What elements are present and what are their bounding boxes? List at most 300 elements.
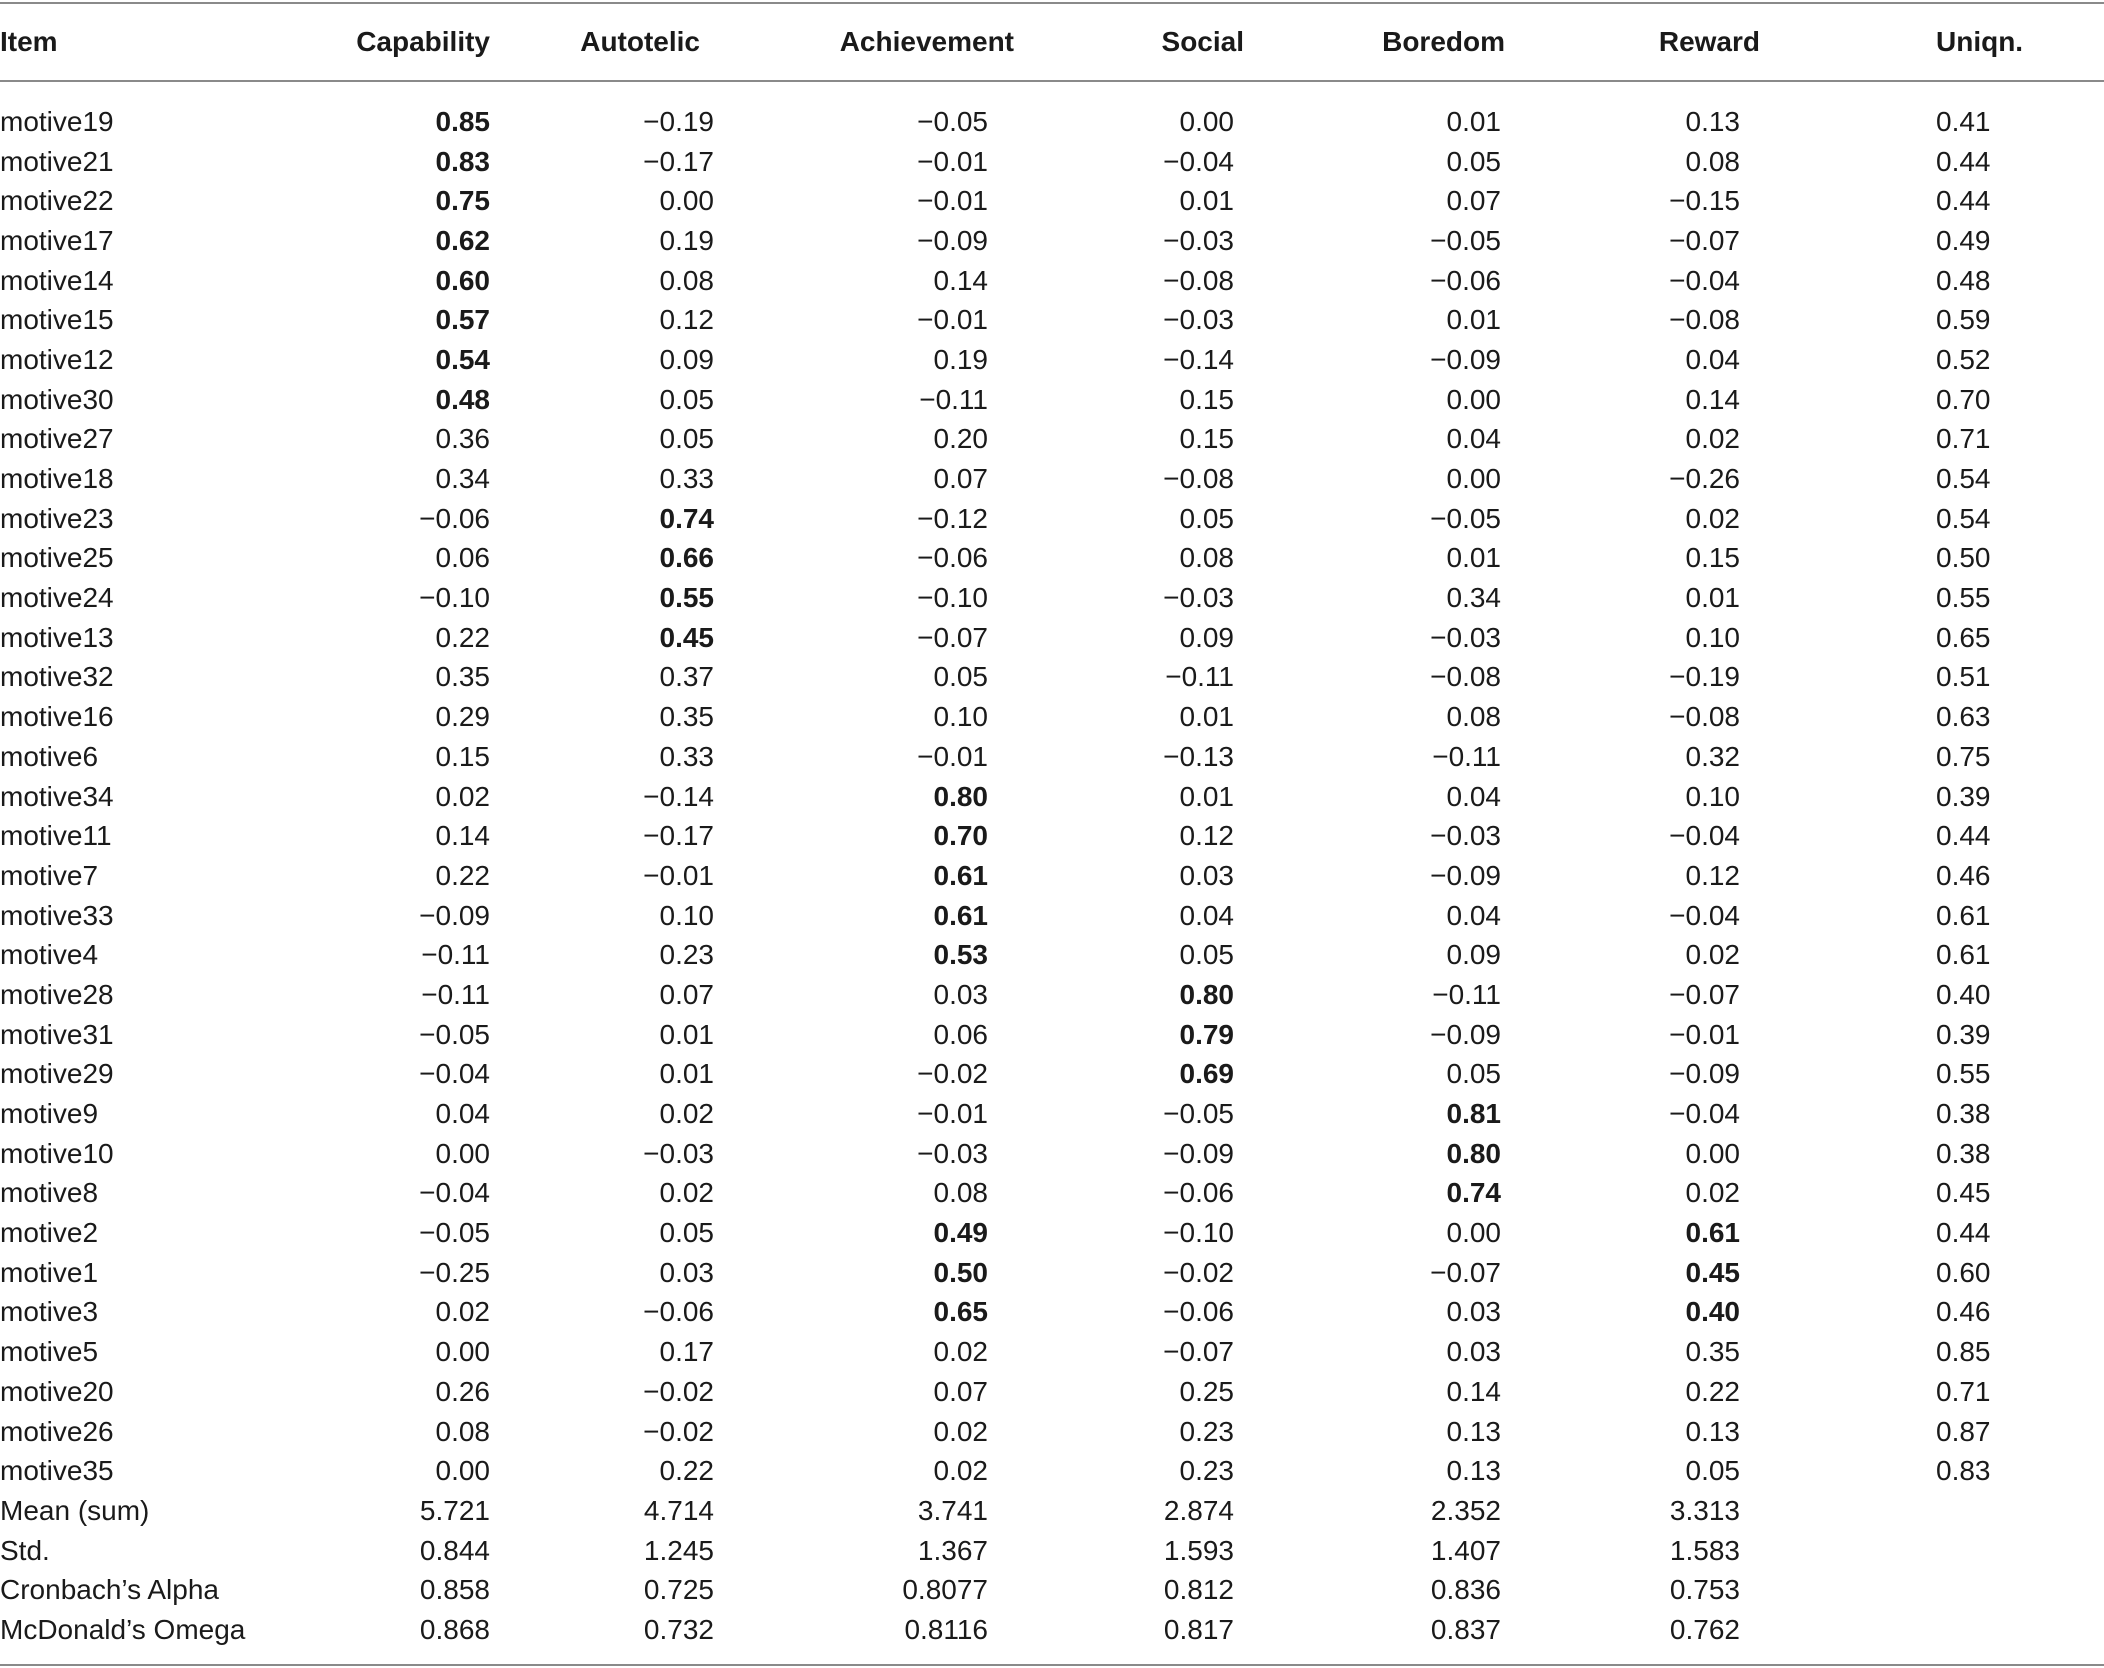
header-capability: Capability bbox=[356, 26, 490, 57]
achievement-cell: −0.09 bbox=[917, 224, 988, 256]
capability-cell: 0.26 bbox=[435, 1375, 490, 1407]
reward-cell: 0.12 bbox=[1685, 859, 1740, 891]
social-cell: 0.79 bbox=[1179, 1018, 1234, 1050]
table-row bbox=[0, 539, 2104, 579]
social-cell: 0.01 bbox=[1179, 185, 1234, 217]
item-cell: motive15 bbox=[0, 304, 114, 336]
capability-cell: 5.721 bbox=[419, 1494, 490, 1526]
social-cell: −0.05 bbox=[1163, 1098, 1234, 1130]
capability-cell: −0.06 bbox=[419, 502, 490, 534]
achievement-cell: −0.01 bbox=[917, 1098, 988, 1130]
item-cell: motive21 bbox=[0, 145, 114, 177]
boredom-cell: −0.03 bbox=[1430, 820, 1501, 852]
bottom-rule bbox=[0, 1664, 2104, 1666]
autotelic-cell: 0.10 bbox=[659, 899, 714, 931]
factor-loadings-table bbox=[0, 4, 2104, 1650]
reward-cell: 0.45 bbox=[1685, 1256, 1740, 1288]
table-row bbox=[0, 1253, 2104, 1293]
uniqueness-cell: 0.49 bbox=[1936, 224, 1991, 256]
item-cell: motive31 bbox=[0, 1018, 114, 1050]
capability-cell: 0.83 bbox=[435, 145, 490, 177]
achievement-cell: 0.02 bbox=[933, 1455, 988, 1487]
social-cell: −0.10 bbox=[1163, 1217, 1234, 1249]
item-cell: motive28 bbox=[0, 978, 114, 1010]
social-cell: 0.12 bbox=[1179, 820, 1234, 852]
reward-cell: −0.19 bbox=[1669, 661, 1740, 693]
reward-cell: −0.15 bbox=[1669, 185, 1740, 217]
autotelic-cell: 0.01 bbox=[659, 1018, 714, 1050]
uniqueness-cell: 0.87 bbox=[1936, 1415, 1991, 1447]
capability-cell: 0.54 bbox=[435, 343, 490, 375]
boredom-cell: 0.80 bbox=[1446, 1137, 1501, 1169]
uniqueness-cell bbox=[1800, 1491, 2104, 1531]
item-cell: motive34 bbox=[0, 780, 114, 812]
item-cell: motive6 bbox=[0, 740, 99, 772]
reward-cell: 0.753 bbox=[1669, 1574, 1740, 1606]
reward-cell: −0.09 bbox=[1669, 1058, 1740, 1090]
uniqueness-cell bbox=[1800, 1570, 2104, 1610]
achievement-cell: 0.03 bbox=[933, 978, 988, 1010]
capability-cell: 0.00 bbox=[435, 1455, 490, 1487]
capability-cell: 0.62 bbox=[435, 224, 490, 256]
boredom-cell: 0.00 bbox=[1446, 463, 1501, 495]
autotelic-cell: −0.01 bbox=[643, 859, 714, 891]
boredom-cell: 0.837 bbox=[1430, 1613, 1501, 1645]
capability-cell: 0.858 bbox=[419, 1574, 490, 1606]
autotelic-cell: 0.05 bbox=[659, 1217, 714, 1249]
reward-cell: 0.04 bbox=[1685, 343, 1740, 375]
social-cell: −0.09 bbox=[1163, 1137, 1234, 1169]
boredom-cell: 0.13 bbox=[1446, 1415, 1501, 1447]
social-cell: −0.03 bbox=[1163, 224, 1234, 256]
capability-cell: 0.844 bbox=[419, 1534, 490, 1566]
capability-cell: −0.05 bbox=[419, 1217, 490, 1249]
social-cell: 1.593 bbox=[1163, 1534, 1234, 1566]
achievement-cell: 0.06 bbox=[933, 1018, 988, 1050]
uniqueness-cell: 0.41 bbox=[1936, 105, 1991, 137]
social-cell: −0.02 bbox=[1163, 1256, 1234, 1288]
social-cell: 0.23 bbox=[1179, 1415, 1234, 1447]
reward-cell: −0.04 bbox=[1669, 820, 1740, 852]
uniqueness-cell: 0.75 bbox=[1936, 740, 1991, 772]
boredom-cell: 0.01 bbox=[1446, 542, 1501, 574]
boredom-cell: 0.04 bbox=[1446, 899, 1501, 931]
achievement-cell: −0.01 bbox=[917, 185, 988, 217]
boredom-cell: 0.04 bbox=[1446, 780, 1501, 812]
social-cell: 0.05 bbox=[1179, 502, 1234, 534]
header-boredom: Boredom bbox=[1382, 26, 1505, 57]
capability-cell: 0.85 bbox=[435, 105, 490, 137]
autotelic-cell: 0.33 bbox=[659, 740, 714, 772]
reward-cell: −0.04 bbox=[1669, 1098, 1740, 1130]
header-row bbox=[0, 4, 2104, 80]
social-cell: 0.23 bbox=[1179, 1455, 1234, 1487]
reward-cell: 0.05 bbox=[1685, 1455, 1740, 1487]
item-cell: Mean (sum) bbox=[0, 1494, 150, 1526]
social-cell: 0.08 bbox=[1179, 542, 1234, 574]
achievement-cell: −0.03 bbox=[917, 1137, 988, 1169]
table-row bbox=[0, 1174, 2104, 1214]
social-cell: −0.13 bbox=[1163, 740, 1234, 772]
table-row bbox=[0, 1531, 2104, 1571]
item-cell: motive4 bbox=[0, 939, 99, 971]
table-row bbox=[0, 1372, 2104, 1412]
reward-cell: 0.01 bbox=[1685, 582, 1740, 614]
header-reward: Reward bbox=[1658, 26, 1760, 57]
autotelic-cell: −0.02 bbox=[643, 1375, 714, 1407]
boredom-cell: −0.09 bbox=[1430, 1018, 1501, 1050]
table-row bbox=[0, 459, 2104, 499]
boredom-cell: 2.352 bbox=[1430, 1494, 1501, 1526]
item-cell: motive22 bbox=[0, 185, 114, 217]
capability-cell: 0.35 bbox=[435, 661, 490, 693]
item-cell: McDonald’s Omega bbox=[0, 1613, 246, 1645]
boredom-cell: 0.01 bbox=[1446, 304, 1501, 336]
social-cell: 0.09 bbox=[1179, 621, 1234, 653]
autotelic-cell: 0.00 bbox=[659, 185, 714, 217]
boredom-cell: −0.08 bbox=[1430, 661, 1501, 693]
item-cell: motive7 bbox=[0, 859, 99, 891]
capability-cell: 0.04 bbox=[435, 1098, 490, 1130]
table-row bbox=[0, 856, 2104, 896]
boredom-cell: 0.74 bbox=[1446, 1177, 1501, 1209]
reward-cell: 1.583 bbox=[1669, 1534, 1740, 1566]
reward-cell: 0.13 bbox=[1685, 105, 1740, 137]
social-cell: −0.08 bbox=[1163, 463, 1234, 495]
uniqueness-cell: 0.54 bbox=[1936, 502, 1991, 534]
autotelic-cell: 0.03 bbox=[659, 1256, 714, 1288]
reward-cell: 0.02 bbox=[1685, 502, 1740, 534]
reward-cell: 0.10 bbox=[1685, 780, 1740, 812]
capability-cell: −0.10 bbox=[419, 582, 490, 614]
item-cell: motive17 bbox=[0, 224, 114, 256]
autotelic-cell: 0.66 bbox=[659, 542, 714, 574]
autotelic-cell: 0.09 bbox=[659, 343, 714, 375]
reward-cell: −0.01 bbox=[1669, 1018, 1740, 1050]
autotelic-cell: −0.19 bbox=[643, 105, 714, 137]
capability-cell: 0.00 bbox=[435, 1336, 490, 1368]
autotelic-cell: 0.02 bbox=[659, 1177, 714, 1209]
uniqueness-cell: 0.38 bbox=[1936, 1098, 1991, 1130]
reward-cell: −0.07 bbox=[1669, 224, 1740, 256]
table-row bbox=[0, 261, 2104, 301]
autotelic-cell: 0.17 bbox=[659, 1336, 714, 1368]
autotelic-cell: −0.14 bbox=[643, 780, 714, 812]
achievement-cell: 0.19 bbox=[933, 343, 988, 375]
item-cell: Std. bbox=[0, 1534, 50, 1566]
social-cell: 0.03 bbox=[1179, 859, 1234, 891]
reward-cell: 0.08 bbox=[1685, 145, 1740, 177]
social-cell: 0.812 bbox=[1163, 1574, 1234, 1606]
achievement-cell: 0.02 bbox=[933, 1415, 988, 1447]
capability-cell: 0.15 bbox=[435, 740, 490, 772]
item-cell: motive25 bbox=[0, 542, 114, 574]
capability-cell: 0.02 bbox=[435, 1296, 490, 1328]
reward-cell: −0.26 bbox=[1669, 463, 1740, 495]
achievement-cell: 1.367 bbox=[917, 1534, 988, 1566]
table-row bbox=[0, 142, 2104, 182]
boredom-cell: −0.03 bbox=[1430, 621, 1501, 653]
table-row bbox=[0, 1094, 2104, 1134]
table-row bbox=[0, 1293, 2104, 1333]
reward-cell: −0.07 bbox=[1669, 978, 1740, 1010]
uniqueness-cell: 0.61 bbox=[1936, 939, 1991, 971]
uniqueness-cell: 0.83 bbox=[1936, 1455, 1991, 1487]
boredom-cell: 0.34 bbox=[1446, 582, 1501, 614]
reward-cell: 0.35 bbox=[1685, 1336, 1740, 1368]
autotelic-cell: 0.22 bbox=[659, 1455, 714, 1487]
boredom-cell: −0.07 bbox=[1430, 1256, 1501, 1288]
reward-cell: 0.02 bbox=[1685, 423, 1740, 455]
autotelic-cell: 0.33 bbox=[659, 463, 714, 495]
table-row bbox=[0, 658, 2104, 698]
achievement-cell: 0.14 bbox=[933, 264, 988, 296]
table-row bbox=[0, 1412, 2104, 1452]
item-cell: motive30 bbox=[0, 383, 114, 415]
item-cell: motive11 bbox=[0, 820, 112, 852]
social-cell: −0.03 bbox=[1163, 304, 1234, 336]
achievement-cell: 0.50 bbox=[933, 1256, 988, 1288]
achievement-cell: −0.01 bbox=[917, 145, 988, 177]
autotelic-cell: 0.02 bbox=[659, 1098, 714, 1130]
table-row bbox=[0, 697, 2104, 737]
achievement-cell: −0.01 bbox=[917, 304, 988, 336]
achievement-cell: 0.02 bbox=[933, 1336, 988, 1368]
uniqueness-cell: 0.39 bbox=[1936, 780, 1991, 812]
uniqueness-cell: 0.45 bbox=[1936, 1177, 1991, 1209]
boredom-cell: 0.00 bbox=[1446, 1217, 1501, 1249]
reward-cell: 0.00 bbox=[1685, 1137, 1740, 1169]
autotelic-cell: 0.01 bbox=[659, 1058, 714, 1090]
header-item: Item bbox=[0, 26, 58, 57]
reward-cell: 0.02 bbox=[1685, 939, 1740, 971]
table-row bbox=[0, 300, 2104, 340]
item-cell: motive29 bbox=[0, 1058, 114, 1090]
table-row bbox=[0, 420, 2104, 460]
achievement-cell: 0.61 bbox=[933, 859, 988, 891]
table-row bbox=[0, 80, 2104, 142]
autotelic-cell: 0.732 bbox=[643, 1613, 714, 1645]
social-cell: 0.01 bbox=[1179, 780, 1234, 812]
autotelic-cell: −0.02 bbox=[643, 1415, 714, 1447]
uniqueness-cell: 0.44 bbox=[1936, 820, 1991, 852]
social-cell: −0.14 bbox=[1163, 343, 1234, 375]
autotelic-cell: 0.05 bbox=[659, 423, 714, 455]
uniqueness-cell: 0.46 bbox=[1936, 859, 1991, 891]
capability-cell: 0.34 bbox=[435, 463, 490, 495]
capability-cell: −0.04 bbox=[419, 1177, 490, 1209]
boredom-cell: 1.407 bbox=[1430, 1534, 1501, 1566]
boredom-cell: 0.836 bbox=[1430, 1574, 1501, 1606]
table-row bbox=[0, 499, 2104, 539]
reward-cell: 0.13 bbox=[1685, 1415, 1740, 1447]
boredom-cell: −0.11 bbox=[1432, 740, 1501, 772]
achievement-cell: 0.07 bbox=[933, 1375, 988, 1407]
achievement-cell: 0.8116 bbox=[904, 1613, 988, 1645]
uniqueness-cell: 0.38 bbox=[1936, 1137, 1991, 1169]
boredom-cell: −0.05 bbox=[1430, 502, 1501, 534]
item-cell: motive27 bbox=[0, 423, 114, 455]
item-cell: motive12 bbox=[0, 343, 114, 375]
item-cell: motive5 bbox=[0, 1336, 99, 1368]
table-row bbox=[0, 1213, 2104, 1253]
autotelic-cell: −0.06 bbox=[643, 1296, 714, 1328]
boredom-cell: 0.07 bbox=[1446, 185, 1501, 217]
reward-cell: 0.22 bbox=[1685, 1375, 1740, 1407]
table-row bbox=[0, 380, 2104, 420]
uniqueness-cell: 0.44 bbox=[1936, 1217, 1991, 1249]
item-cell: motive19 bbox=[0, 105, 114, 137]
achievement-cell: 0.10 bbox=[933, 701, 988, 733]
item-cell: motive16 bbox=[0, 701, 114, 733]
boredom-cell: 0.05 bbox=[1446, 1058, 1501, 1090]
social-cell: −0.06 bbox=[1163, 1296, 1234, 1328]
header-autotelic: Autotelic bbox=[580, 26, 700, 57]
uniqueness-cell: 0.65 bbox=[1936, 621, 1991, 653]
table-row bbox=[0, 1332, 2104, 1372]
boredom-cell: 0.05 bbox=[1446, 145, 1501, 177]
capability-cell: 0.02 bbox=[435, 780, 490, 812]
table-row bbox=[0, 221, 2104, 261]
uniqueness-cell: 0.63 bbox=[1936, 701, 1991, 733]
achievement-cell: −0.02 bbox=[917, 1058, 988, 1090]
table-row bbox=[0, 340, 2104, 380]
boredom-cell: 0.09 bbox=[1446, 939, 1501, 971]
item-cell: motive3 bbox=[0, 1296, 99, 1328]
achievement-cell: −0.01 bbox=[917, 740, 988, 772]
capability-cell: −0.05 bbox=[419, 1018, 490, 1050]
social-cell: 0.15 bbox=[1179, 423, 1234, 455]
achievement-cell: −0.12 bbox=[917, 502, 988, 534]
item-cell: motive1 bbox=[0, 1256, 99, 1288]
table-row bbox=[0, 181, 2104, 221]
social-cell: −0.03 bbox=[1163, 582, 1234, 614]
boredom-cell: 0.08 bbox=[1446, 701, 1501, 733]
boredom-cell: 0.03 bbox=[1446, 1336, 1501, 1368]
capability-cell: 0.29 bbox=[435, 701, 490, 733]
table-row bbox=[0, 578, 2104, 618]
uniqueness-cell: 0.85 bbox=[1936, 1336, 1991, 1368]
boredom-cell: −0.06 bbox=[1430, 264, 1501, 296]
capability-cell: −0.04 bbox=[419, 1058, 490, 1090]
capability-cell: 0.14 bbox=[435, 820, 490, 852]
achievement-cell: −0.10 bbox=[917, 582, 988, 614]
capability-cell: −0.11 bbox=[421, 978, 490, 1010]
capability-cell: 0.08 bbox=[435, 1415, 490, 1447]
autotelic-cell: 0.45 bbox=[659, 621, 714, 653]
achievement-cell: 0.05 bbox=[933, 661, 988, 693]
table-header bbox=[0, 4, 2104, 80]
reward-cell: 0.14 bbox=[1685, 383, 1740, 415]
table-row bbox=[0, 1610, 2104, 1650]
achievement-cell: −0.06 bbox=[917, 542, 988, 574]
uniqueness-cell: 0.51 bbox=[1936, 661, 1991, 693]
autotelic-cell: 0.19 bbox=[659, 224, 714, 256]
uniqueness-cell: 0.50 bbox=[1936, 542, 1991, 574]
capability-cell: −0.25 bbox=[419, 1256, 490, 1288]
achievement-cell: 0.8077 bbox=[902, 1574, 988, 1606]
item-cell: motive8 bbox=[0, 1177, 99, 1209]
autotelic-cell: 1.245 bbox=[643, 1534, 714, 1566]
item-cell: motive24 bbox=[0, 582, 114, 614]
header-achievement: Achievement bbox=[839, 26, 1014, 57]
capability-cell: 0.48 bbox=[435, 383, 490, 415]
boredom-cell: −0.05 bbox=[1430, 224, 1501, 256]
social-cell: 2.874 bbox=[1163, 1494, 1234, 1526]
social-cell: −0.07 bbox=[1163, 1336, 1234, 1368]
autotelic-cell: 0.12 bbox=[659, 304, 714, 336]
autotelic-cell: 0.74 bbox=[659, 502, 714, 534]
table-row bbox=[0, 816, 2104, 856]
item-cell: motive13 bbox=[0, 621, 114, 653]
social-cell: 0.25 bbox=[1179, 1375, 1234, 1407]
autotelic-cell: 0.08 bbox=[659, 264, 714, 296]
item-cell: motive18 bbox=[0, 463, 114, 495]
capability-cell: 0.57 bbox=[435, 304, 490, 336]
uniqueness-cell: 0.44 bbox=[1936, 145, 1991, 177]
uniqueness-cell: 0.71 bbox=[1936, 1375, 1991, 1407]
item-cell: motive10 bbox=[0, 1137, 114, 1169]
boredom-cell: 0.04 bbox=[1446, 423, 1501, 455]
autotelic-cell: −0.03 bbox=[643, 1137, 714, 1169]
reward-cell: 0.10 bbox=[1685, 621, 1740, 653]
item-cell: motive2 bbox=[0, 1217, 99, 1249]
boredom-cell: 0.00 bbox=[1446, 383, 1501, 415]
uniqueness-cell: 0.60 bbox=[1936, 1256, 1991, 1288]
autotelic-cell: 0.07 bbox=[659, 978, 714, 1010]
table-row bbox=[0, 1055, 2104, 1095]
social-cell: 0.01 bbox=[1179, 701, 1234, 733]
achievement-cell: 0.70 bbox=[933, 820, 988, 852]
social-cell: −0.04 bbox=[1163, 145, 1234, 177]
capability-cell: 0.36 bbox=[435, 423, 490, 455]
uniqueness-cell: 0.40 bbox=[1936, 978, 1991, 1010]
social-cell: −0.11 bbox=[1165, 661, 1234, 693]
achievement-cell: 0.49 bbox=[933, 1217, 988, 1249]
table-row bbox=[0, 777, 2104, 817]
social-cell: 0.15 bbox=[1179, 383, 1234, 415]
capability-cell: 0.60 bbox=[435, 264, 490, 296]
uniqueness-cell: 0.55 bbox=[1936, 582, 1991, 614]
table-row bbox=[0, 737, 2104, 777]
social-cell: −0.08 bbox=[1163, 264, 1234, 296]
autotelic-cell: −0.17 bbox=[643, 145, 714, 177]
social-cell: 0.04 bbox=[1179, 899, 1234, 931]
achievement-cell: 0.61 bbox=[933, 899, 988, 931]
social-cell: 0.00 bbox=[1179, 105, 1234, 137]
reward-cell: 0.61 bbox=[1685, 1217, 1740, 1249]
capability-cell: −0.11 bbox=[421, 939, 490, 971]
capability-cell: 0.22 bbox=[435, 859, 490, 891]
table-row bbox=[0, 618, 2104, 658]
header-social: Social bbox=[1161, 26, 1244, 57]
social-cell: 0.69 bbox=[1179, 1058, 1234, 1090]
uniqueness-cell bbox=[1800, 1531, 2104, 1571]
boredom-cell: 0.14 bbox=[1446, 1375, 1501, 1407]
autotelic-cell: 0.55 bbox=[659, 582, 714, 614]
item-cell: motive14 bbox=[0, 264, 114, 296]
reward-cell: 0.32 bbox=[1685, 740, 1740, 772]
reward-cell: 0.762 bbox=[1669, 1613, 1740, 1645]
achievement-cell: −0.07 bbox=[917, 621, 988, 653]
reward-cell: 0.15 bbox=[1685, 542, 1740, 574]
autotelic-cell: −0.17 bbox=[643, 820, 714, 852]
table-body bbox=[0, 80, 2104, 1650]
uniqueness-cell: 0.71 bbox=[1936, 423, 1991, 455]
uniqueness-cell: 0.52 bbox=[1936, 343, 1991, 375]
social-cell: 0.80 bbox=[1179, 978, 1234, 1010]
table-row bbox=[0, 896, 2104, 936]
